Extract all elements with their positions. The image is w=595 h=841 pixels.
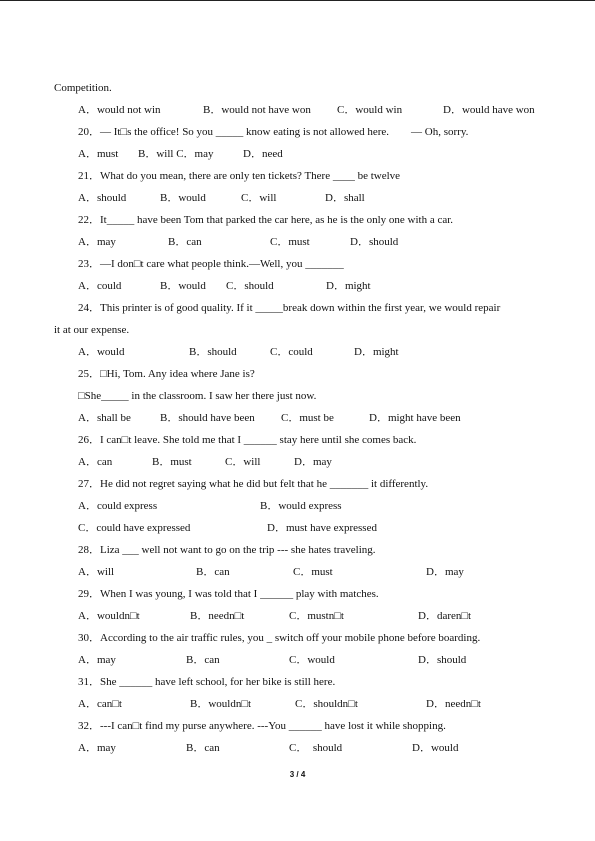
q32-option-a: A．may xyxy=(78,742,116,754)
question-31: 31．She ______ have left school, for her bike is still here. xyxy=(78,676,336,688)
q26-option-d: D．may xyxy=(294,456,332,468)
question-25-continuation: □She_____ in the classroom. I saw her there just now. xyxy=(78,390,317,402)
q19-option-c: C．would win xyxy=(337,104,403,116)
q19-option-d: D．would have won xyxy=(443,104,535,116)
question-30: 30．According to the air traffic rules, you _ switch off your mobile phone before boarding. xyxy=(78,632,481,644)
q27-option-b: B．would express xyxy=(260,500,342,512)
question-23: 23．—I don□t care what people think.—Well, you _______ xyxy=(78,258,344,270)
q26-option-c: C．will xyxy=(225,456,261,468)
question-24-continuation: it at our expense. xyxy=(54,324,130,336)
q23-option-c: C．should xyxy=(226,280,274,292)
q23-option-a: A．could xyxy=(78,280,122,292)
q21-option-d: D．shall xyxy=(325,192,365,204)
q20-option-a: A．must xyxy=(78,148,119,160)
question-32: 32．---I can□t find my purse anywhere. ---You ______ have lost it while shopping. xyxy=(78,720,446,732)
question-26: 26．I can□t leave. She told me that I ______ stay here until she comes back. xyxy=(78,434,417,446)
q24-option-c: C．could xyxy=(270,346,313,358)
q27-option-c: C．could have expressed xyxy=(78,522,191,534)
intro-line: Competition. xyxy=(54,82,112,94)
q22-option-b: B．can xyxy=(168,236,202,248)
q31-option-d: D．needn□t xyxy=(426,698,481,710)
question-24: 24．This printer is of good quality. If it _____break down within the first year, we would repair xyxy=(78,302,501,314)
question-28: 28．Liza ___ well not want to go on the trip --- she hates traveling. xyxy=(78,544,376,556)
q31-option-b: B．wouldn□t xyxy=(190,698,252,710)
q22-option-d: D．should xyxy=(350,236,399,248)
q20-option-b: B．will C．may xyxy=(138,148,214,160)
question-25: 25．□Hi, Tom. Any idea where Jane is? xyxy=(78,368,255,380)
q25-option-c: C．must be xyxy=(281,412,334,424)
q28-option-d: D．may xyxy=(426,566,464,578)
top-rule xyxy=(0,0,595,1)
q29-option-a: A．wouldn□t xyxy=(78,610,140,622)
q23-option-b: B．would xyxy=(160,280,206,292)
q30-option-d: D．should xyxy=(418,654,467,666)
question-27: 27．He did not regret saying what he did but felt that he _______ it differently. xyxy=(78,478,429,490)
q22-option-a: A．may xyxy=(78,236,116,248)
q29-option-c: C．mustn□t xyxy=(289,610,344,622)
question-22: 22．It_____ have been Tom that parked the car here, as he is the only one with a car. xyxy=(78,214,454,226)
question-20: 20．— It□s the office! So you _____ know eating is not allowed here. — Oh, sorry. xyxy=(78,126,469,138)
q21-option-a: A．should xyxy=(78,192,127,204)
q21-option-b: B．would xyxy=(160,192,206,204)
q28-option-c: C．must xyxy=(293,566,333,578)
q25-option-a: A．shall be xyxy=(78,412,131,424)
question-21: 21．What do you mean, there are only ten tickets? There ____ be twelve xyxy=(78,170,401,182)
q24-option-d: D．might xyxy=(354,346,399,358)
q32-option-b: B．can xyxy=(186,742,220,754)
q22-option-c: C．must xyxy=(270,236,310,248)
q23-option-d: D．might xyxy=(326,280,371,292)
q27-option-a: A．could express xyxy=(78,500,158,512)
q31-option-a: A．can□t xyxy=(78,698,122,710)
q28-option-b: B．can xyxy=(196,566,230,578)
q27-option-d: D．must have expressed xyxy=(267,522,377,534)
q24-option-b: B．should xyxy=(189,346,237,358)
q21-option-c: C．will xyxy=(241,192,277,204)
q26-option-b: B．must xyxy=(152,456,192,468)
q25-option-d: D．might have been xyxy=(369,412,461,424)
q20-option-d: D．need xyxy=(243,148,283,160)
q30-option-a: A．may xyxy=(78,654,116,666)
q19-option-a: A．would not win xyxy=(78,104,161,116)
q29-option-d: D．daren□t xyxy=(418,610,472,622)
q30-option-c: C．would xyxy=(289,654,335,666)
q32-option-c: C． should xyxy=(289,742,343,754)
page-number: 3 / 4 xyxy=(289,770,306,779)
q30-option-b: B．can xyxy=(186,654,220,666)
q29-option-b: B．needn□t xyxy=(190,610,245,622)
q19-option-b: B．would not have won xyxy=(203,104,311,116)
q24-option-a: A．would xyxy=(78,346,125,358)
q32-option-d: D．would xyxy=(412,742,459,754)
q26-option-a: A．can xyxy=(78,456,113,468)
question-29: 29．When I was young, I was told that I ______ play with matches. xyxy=(78,588,379,600)
q25-option-b: B．should have been xyxy=(160,412,255,424)
q28-option-a: A．will xyxy=(78,566,115,578)
q31-option-c: C．shouldn□t xyxy=(295,698,358,710)
